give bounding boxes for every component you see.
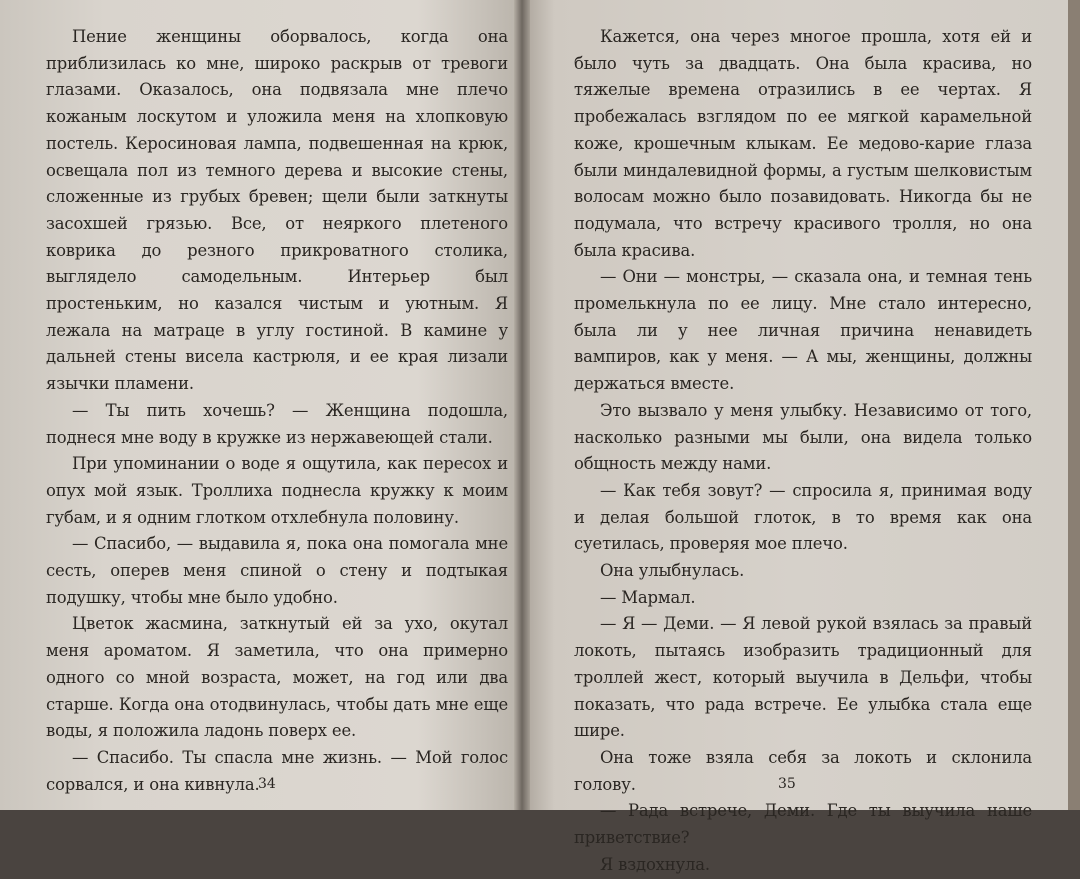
page-number: 34: [258, 776, 276, 792]
paragraph: Пение женщины оборвалось, когда она приблизилась ко мне, широко раскрыв от тревоги глазами. Оказалось, она подвязала мне плечо кожаным лоскутом и уложила меня на хлопковую постель. Керосиновая лампа, подвешенная на крюк, освещала пол из темного дерева и высокие стены, сложенные из грубых бревен; щели были заткнуты засохшей грязью. Все, от неяркого плетеного коврика до резного прикроватного столика, выглядело самодельным. Интерьер был простеньким, но казался чистым и уютным. Я лежала на матраце в углу гостиной. В камине у дальней стены висела кастрюля, и ее края лизали язычки пламени.: [46, 27, 508, 394]
book-gutter: [514, 0, 530, 810]
paragraph: — Я — Деми. — Я левой рукой взялась за правый локоть, пытаясь изобразить традиционный для троллей жест, который выучила в Дельфи, чтобы показать, что рада встрече. Ее улыбка стала еще шире.: [574, 614, 1032, 741]
left-page-text: [46, 24, 508, 798]
paragraph: При упоминании о воде я ощутила, как пересох и опух мой язык. Троллиха поднесла кружку к моим губам, и я одним глотком отхлебнула половину.: [46, 454, 508, 527]
paragraph: — Как тебя зовут? — спросила я, принимая воду и делая большой глоток, в то время как она суетилась, проверяя мое плечо.: [574, 480, 1032, 554]
page-number: 35: [778, 776, 796, 792]
right-page-text: [574, 24, 1032, 879]
left-page: [0, 0, 522, 810]
right-page: [522, 0, 1068, 874]
page-edge: [1068, 0, 1080, 810]
paragraph: Цветок жасмина, заткнутый ей за ухо, окутал меня ароматом. Я заметила, что она примерно одного со мной возраста, может, на год или два старше. Когда она отодвинулась, чтобы дать мне еще воды, я положила ладонь поверх ее.: [46, 614, 508, 741]
paragraph: Я вздохнула.: [600, 854, 710, 874]
paragraph: Это вызвало у меня улыбку. Независимо от того, насколько разными мы были, она видела только общность между нами.: [574, 400, 1032, 474]
paragraph: — Рада встрече, Деми. Где ты выучила наше приветствие?: [574, 801, 1032, 848]
paragraph: — Ты пить хочешь? — Женщина подошла, поднеся мне воду в кружке из нержавеющей стали.: [46, 400, 508, 447]
paragraph: Она улыбнулась.: [600, 561, 745, 581]
paragraph: — Мармал.: [600, 587, 696, 607]
paragraph: — Спасибо, — выдавила я, пока она помогала мне сесть, оперев меня спиной о стену и подтыкая подушку, чтобы мне было удобно.: [46, 534, 508, 607]
paragraph: — Они — монстры, — сказала она, и темная тень промелькнула по ее лицу. Мне стало интересно, была ли у нее личная причина ненавидеть вампиров, как у меня. — А мы, женщины, должны держаться вместе.: [574, 267, 1032, 394]
paragraph: Кажется, она через многое прошла, хотя ей и было чуть за двадцать. Она была красива, но тяжелые времена отразились в ее чертах. Я пробежалась взглядом по ее мягкой карамельной коже, крошечным клыкам. Ее медово-карие глаза были миндалевидной формы, а густым шелковистым волосам можно было позавидовать. Никогда бы не подумала, что встречу красивого тролля, но она была красива.: [574, 27, 1032, 260]
paragraph: Она тоже взяла себя за локоть и склонила голову.: [574, 747, 1032, 794]
paragraph: — Спасибо. Ты спасла мне жизнь. — Мой голос сорвался, и она кивнула.: [46, 747, 508, 794]
